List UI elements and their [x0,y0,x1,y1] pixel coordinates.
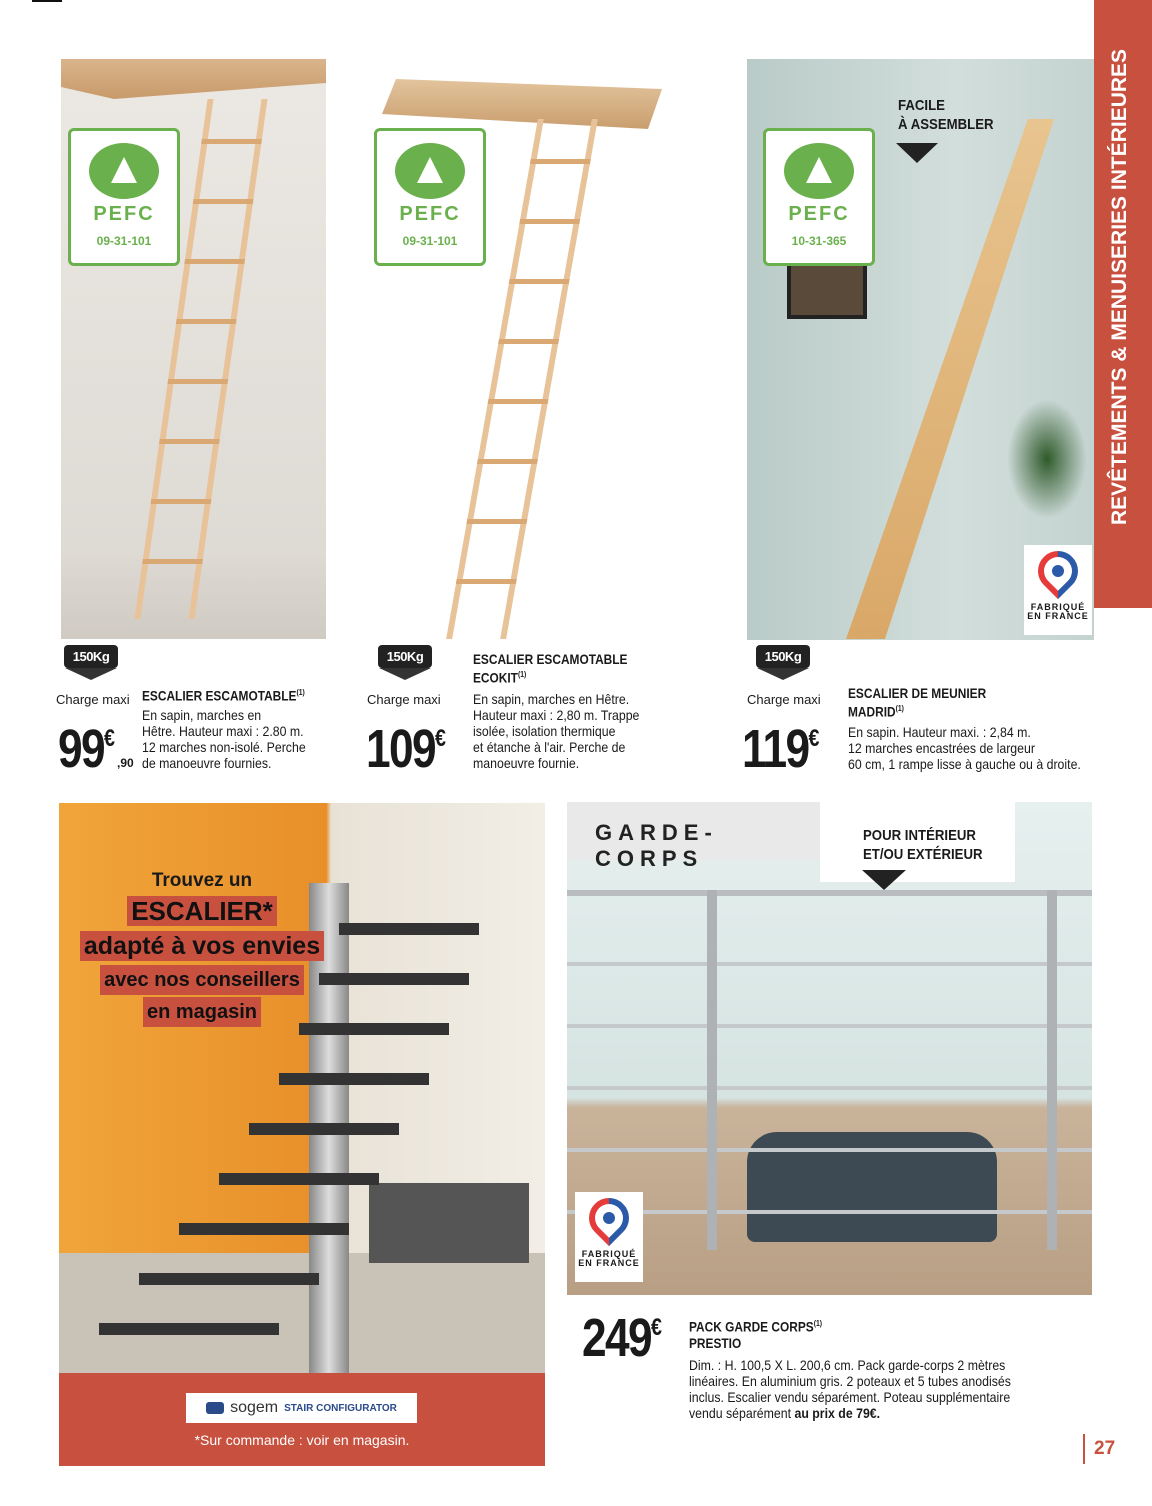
location-pin-icon [1030,543,1087,600]
pefc-label: PEFC 09-31-101 [374,128,486,266]
product-description: Dim. : H. 100,5 X L. 200,6 cm. Pack garde-corps 2 mètres linéaires. En aluminium gris. 2 poteaux et 5 tubes anodisés inclus. Escalier vendu séparément. Poteau supplémentaire vendu séparément au prix de 79€. [689,1357,1011,1421]
product-title: PACK GARDE CORPS$^{(1)}$ PRESTIO [689,1318,823,1351]
pefc-label: PEFC 10-31-365 [763,128,875,266]
top-mark [32,0,62,2]
callout-easy-assembly: FACILE À ASSEMBLER [898,97,994,133]
pefc-tree-icon [395,143,465,199]
made-in-france-badge: FABRIQUÉ EN FRANCE [1024,545,1092,635]
product-price: 109€ [366,719,445,779]
product-title: ESCALIER ESCAMOTABLE$^{(1)}$ [142,687,305,704]
product-description: En sapin, marches en Hêtre. Hauteur maxi : 2.80 m. 12 marches non-isolé. Perche de manoeuvre fournies. [142,707,306,771]
pefc-label: PEFC 09-31-101 [68,128,180,266]
garde-corps-heading: GARDE-CORPS [567,802,820,860]
load-label: Charge maxi [56,692,130,707]
load-badge: 150Kg [756,645,810,689]
load-label: Charge maxi [367,692,441,707]
product-description: En sapin. Hauteur maxi. : 2,84 m. 12 marches encastrées de largeur 60 cm, 1 rampe lisse à gauche ou à droite. [848,724,1081,772]
price-cents: ,90 [117,756,134,770]
product-price: 119€ [742,719,818,779]
sogem-logo-icon [206,1402,224,1414]
section-title: REVÊTEMENTS & MENUISERIES INTÉRIEURES [1108,48,1131,525]
product-price: 99€ [58,719,114,779]
product-title: ESCALIER ESCAMOTABLE ECOKIT$^{(1)}$ [473,651,628,686]
promo-footnote: *Sur commande : voir en magasin. [194,1432,410,1448]
section-band [1094,0,1152,608]
callout-indoor-outdoor: POUR INTÉRIEUR ET/OU EXTÉRIEUR [863,827,983,863]
product-title: ESCALIER DE MEUNIER MADRID$^{(1)}$ [848,685,987,720]
made-in-france-badge: FABRIQUÉ EN FRANCE [575,1192,643,1282]
load-label: Charge maxi [747,692,821,707]
page-number-divider [1083,1434,1085,1464]
arrow-down-icon [862,870,906,890]
stair-configurator-link[interactable]: sogem STAIR CONFIGURATOR [186,1393,417,1423]
load-badge: 150Kg [378,645,432,689]
pefc-tree-icon [784,143,854,199]
promo-text: Trouvez un ESCALIER* adapté à vos envies avec nos conseillers en magasin [72,866,332,1029]
location-pin-icon [581,1190,638,1247]
pefc-tree-icon [89,143,159,199]
product-description: En sapin, marches en Hêtre. Hauteur maxi : 2,80 m. Trappe isolée, isolation thermique et étanche à l'air. Perche de manoeuvre fournie. [473,691,640,771]
arrow-down-icon [896,143,938,163]
load-badge: 150Kg [64,645,118,689]
product-price: 249€ [582,1308,661,1368]
page-number: 27 [1094,1438,1116,1459]
